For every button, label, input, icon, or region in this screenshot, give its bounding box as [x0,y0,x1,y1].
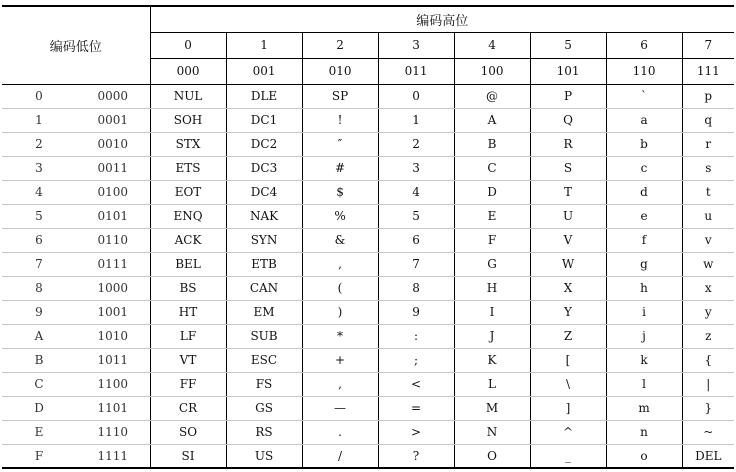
table-row [2,372,734,396]
code-cell: $ [302,180,378,204]
low-bin-cell: 0111 [76,252,150,276]
low-hex-cell: A [2,324,76,348]
code-cell: W [530,252,606,276]
ascii-code-table [2,5,734,469]
code-cell: # [302,156,378,180]
low-bin-cell: 0110 [76,228,150,252]
code-cell: SO [150,420,226,444]
code-cell: HT [150,300,226,324]
low-hex-cell: 6 [2,228,76,252]
code-cell: ] [530,396,606,420]
code-cell: ! [302,108,378,132]
code-cell: DEL [682,444,734,468]
code-cell: ENQ [150,204,226,228]
table-row [2,156,734,180]
code-cell: , [302,252,378,276]
code-cell: DC2 [226,132,302,156]
code-cell: BS [150,276,226,300]
code-cell: ( [302,276,378,300]
low-hex-cell: 7 [2,252,76,276]
low-bin-cell: 1100 [76,372,150,396]
low-bits-header: 编码低位 [2,6,150,84]
code-cell: G [454,252,530,276]
code-cell: CAN [226,276,302,300]
table-row [2,444,734,468]
low-hex-cell: D [2,396,76,420]
code-cell: V [530,228,606,252]
table-row [2,420,734,444]
code-cell: H [454,276,530,300]
table-row [2,204,734,228]
code-cell: E [454,204,530,228]
code-cell: % [302,204,378,228]
code-cell: F [454,228,530,252]
low-bin-cell: 1101 [76,396,150,420]
code-cell: U [530,204,606,228]
code-cell: DC3 [226,156,302,180]
code-cell: w [682,252,734,276]
code-cell: q [682,108,734,132]
code-cell: & [302,228,378,252]
low-hex-cell: 2 [2,132,76,156]
table-row [2,348,734,372]
code-cell: 1 [378,108,454,132]
high-bits-header: 编码高位 [150,6,734,32]
code-cell: m [606,396,682,420]
high-bin-header: 010 [302,58,378,84]
low-hex-cell: F [2,444,76,468]
code-cell: j [606,324,682,348]
low-bin-cell: 0101 [76,204,150,228]
code-cell: 7 [378,252,454,276]
low-hex-cell: B [2,348,76,372]
table-row [2,276,734,300]
high-bin-header: 101 [530,58,606,84]
code-cell: R [530,132,606,156]
code-cell: DLE [226,84,302,108]
code-cell: > [378,420,454,444]
code-cell: @ [454,84,530,108]
code-cell: + [302,348,378,372]
high-bin-header: 111 [682,58,734,84]
code-cell: { [682,348,734,372]
code-cell: CR [150,396,226,420]
code-cell: ; [378,348,454,372]
code-cell: C [454,156,530,180]
code-cell: DC4 [226,180,302,204]
low-hex-cell: C [2,372,76,396]
code-cell: c [606,156,682,180]
code-cell: GS [226,396,302,420]
code-cell: FF [150,372,226,396]
table-row [2,132,734,156]
code-cell: NUL [150,84,226,108]
code-cell: EM [226,300,302,324]
low-bin-cell: 1110 [76,420,150,444]
code-cell: SP [302,84,378,108]
code-cell: ) [302,300,378,324]
code-cell: SI [150,444,226,468]
low-hex-cell: 1 [2,108,76,132]
low-hex-cell: E [2,420,76,444]
code-cell: P [530,84,606,108]
code-cell: z [682,324,734,348]
low-bin-cell: 0100 [76,180,150,204]
low-hex-cell: 9 [2,300,76,324]
code-cell: BEL [150,252,226,276]
code-cell: ″ [302,132,378,156]
code-cell: * [302,324,378,348]
low-bin-cell: 1111 [76,444,150,468]
high-hex-header: 3 [378,32,454,58]
code-cell: LF [150,324,226,348]
high-hex-header: 2 [302,32,378,58]
code-cell: SUB [226,324,302,348]
code-cell: 3 [378,156,454,180]
code-cell: M [454,396,530,420]
code-cell: J [454,324,530,348]
code-cell: r [682,132,734,156]
code-cell: EOT [150,180,226,204]
code-cell: O [454,444,530,468]
table-row [2,108,734,132]
low-hex-cell: 0 [2,84,76,108]
code-cell: 5 [378,204,454,228]
high-bin-header: 110 [606,58,682,84]
low-bin-cell: 0011 [76,156,150,180]
table-row [2,252,734,276]
low-bin-cell: 0010 [76,132,150,156]
high-bin-header: 100 [454,58,530,84]
code-cell: u [682,204,734,228]
code-cell: DC1 [226,108,302,132]
code-cell: A [454,108,530,132]
code-cell: N [454,420,530,444]
code-cell: o [606,444,682,468]
code-cell: d [606,180,682,204]
high-hex-header: 0 [150,32,226,58]
high-hex-header: 5 [530,32,606,58]
code-cell: . [302,420,378,444]
code-cell: ETS [150,156,226,180]
code-cell: STX [150,132,226,156]
code-cell: K [454,348,530,372]
code-cell: i [606,300,682,324]
code-cell: ` [606,84,682,108]
code-cell: l [606,372,682,396]
low-hex-cell: 8 [2,276,76,300]
low-bin-cell: 0000 [76,84,150,108]
code-cell: FS [226,372,302,396]
high-bin-header: 000 [150,58,226,84]
code-cell: RS [226,420,302,444]
code-cell: I [454,300,530,324]
code-cell: Y [530,300,606,324]
code-cell: y [682,300,734,324]
table-row [2,228,734,252]
code-cell: 4 [378,180,454,204]
code-cell: ? [378,444,454,468]
low-bin-cell: 1000 [76,276,150,300]
code-cell: SYN [226,228,302,252]
code-cell: 2 [378,132,454,156]
low-hex-cell: 4 [2,180,76,204]
code-cell: g [606,252,682,276]
low-bin-cell: 1011 [76,348,150,372]
code-cell: s [682,156,734,180]
low-bin-cell: 1010 [76,324,150,348]
code-cell: t [682,180,734,204]
low-bin-cell: 0001 [76,108,150,132]
code-cell: D [454,180,530,204]
code-cell: 0 [378,84,454,108]
code-cell: p [682,84,734,108]
code-cell: } [682,396,734,420]
code-cell: = [378,396,454,420]
high-hex-header: 7 [682,32,734,58]
code-cell: ETB [226,252,302,276]
table-row [2,180,734,204]
code-cell: US [226,444,302,468]
code-cell: ^ [530,420,606,444]
code-cell: h [606,276,682,300]
code-cell: _ [530,444,606,468]
high-hex-header: 6 [606,32,682,58]
code-cell: a [606,108,682,132]
code-cell: 6 [378,228,454,252]
code-cell: x [682,276,734,300]
high-hex-header: 1 [226,32,302,58]
low-hex-cell: 5 [2,204,76,228]
code-cell: X [530,276,606,300]
table-row [2,300,734,324]
code-cell: Q [530,108,606,132]
code-cell: b [606,132,682,156]
code-cell: NAK [226,204,302,228]
code-cell: e [606,204,682,228]
table-row [2,324,734,348]
code-cell: v [682,228,734,252]
code-cell: 9 [378,300,454,324]
low-hex-cell: 3 [2,156,76,180]
code-cell: / [302,444,378,468]
code-cell: | [682,372,734,396]
code-cell: k [606,348,682,372]
code-cell: T [530,180,606,204]
code-cell: B [454,132,530,156]
table-row [2,84,734,108]
code-cell: — [302,396,378,420]
high-bin-header: 001 [226,58,302,84]
code-cell: [ [530,348,606,372]
code-cell: \ [530,372,606,396]
code-cell: L [454,372,530,396]
code-cell: < [378,372,454,396]
code-cell: SOH [150,108,226,132]
code-cell: VT [150,348,226,372]
code-cell: : [378,324,454,348]
code-cell: ACK [150,228,226,252]
code-cell: ESC [226,348,302,372]
code-cell: n [606,420,682,444]
code-cell: Z [530,324,606,348]
low-bin-cell: 1001 [76,300,150,324]
high-bin-header: 011 [378,58,454,84]
table-row [2,396,734,420]
code-cell: ~ [682,420,734,444]
high-hex-header: 4 [454,32,530,58]
code-cell: S [530,156,606,180]
code-cell: , [302,372,378,396]
code-cell: f [606,228,682,252]
code-cell: 8 [378,276,454,300]
